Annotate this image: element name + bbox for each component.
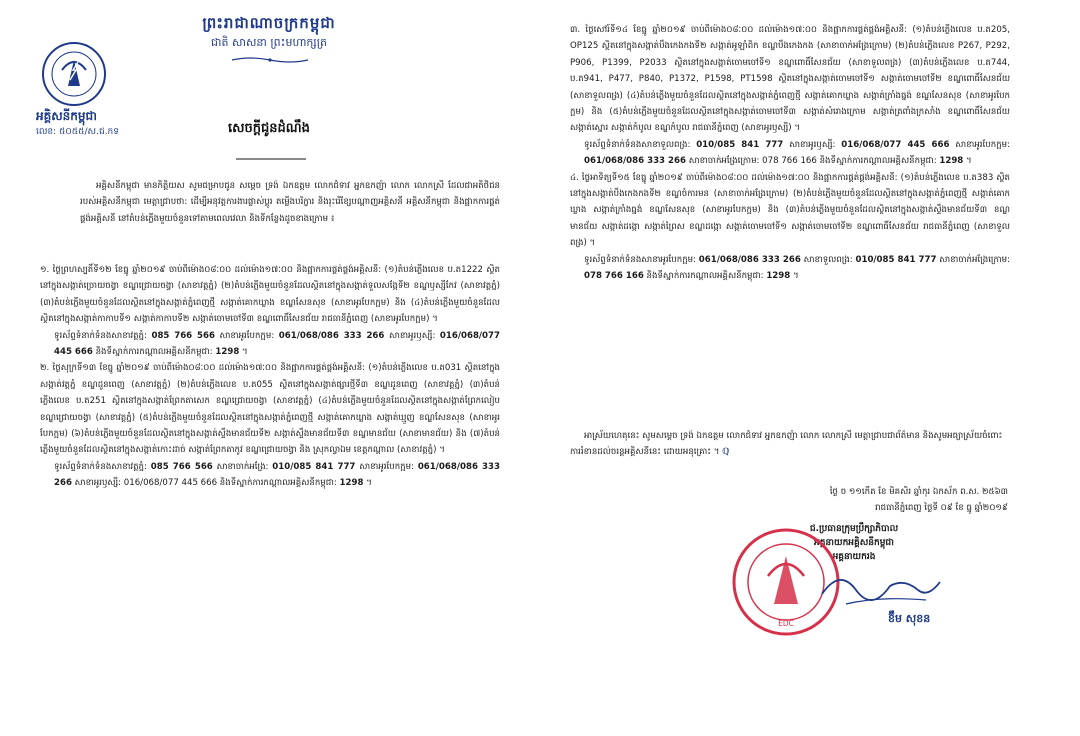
edc-logo-icon bbox=[40, 40, 108, 110]
kingdom-heading: ព្រះរាជាណាចក្រកម្ពុជា bbox=[202, 14, 336, 32]
item-number: ២. bbox=[40, 363, 50, 374]
phone-number: 010/085 841 777 bbox=[855, 254, 937, 265]
contact-label: សាខាអូរបែកក្អម: bbox=[355, 461, 418, 472]
phone-number: 016/068/077 445 666 bbox=[841, 139, 950, 150]
phone-number: 010/085 841 777 bbox=[272, 461, 356, 472]
initial-mark-icon: ℚ bbox=[722, 447, 730, 458]
on-behalf-line: ជ.ប្រធានក្រុមប្រឹក្សាភិបាល bbox=[809, 524, 899, 534]
handwritten-signature-icon bbox=[816, 560, 946, 614]
document-page-right bbox=[548, 0, 1040, 658]
phone-number: 061/068/086 333 266 bbox=[54, 461, 500, 489]
schedule-item bbox=[40, 262, 500, 360]
hotline-number: 1298 bbox=[215, 347, 240, 358]
issue-date: រាជធានីភ្នំពេញ ថ្ងៃទី ០៩ ខែ ធ្នូ ឆ្នាំ២០១៩ bbox=[875, 503, 1008, 513]
intro-text: អគ្គិសនីកម្ពុជា មានកិត្តិយស សូមជម្រាបជូន សម្តេច ទ្រង់ ឯកឧត្តម លោកជំទាវ អ្នកឧកញ៉ា លោក លោកស្រី ដែលជាអតិថិជនរបស់អគ្គិសនីកម្ពុជា មេត្តាជ្រាបថា: ដើម្បីអនុវត្តការងារផ្លាស់ប្តូរ តម្លើងបរិក្ខារ និងរុះរើខ្សែបណ្តាញអគ្គិសនី អគ្គិសនីកម្ពុជា និងផ្អាកការផ្គត់ផ្គង់អគ្គិសនី នៅតំបន់ភ្លើងមួយចំនួនទៅតាមពេលវេលា និងទីកន្លែងដូចខាងក្រោម ៖ bbox=[80, 181, 500, 224]
contact-line bbox=[570, 137, 1010, 170]
phone-number: 061/068/086 333 266 bbox=[698, 254, 801, 265]
end-mark: ។ bbox=[790, 271, 799, 282]
document-page-left bbox=[20, 0, 518, 658]
contact-label: សាខាអូរបែកក្អម: bbox=[949, 139, 1010, 150]
phone-number: 085 766 566 bbox=[151, 330, 215, 341]
schedule-item-text bbox=[40, 262, 500, 328]
phone-number: 016/068/077 445 666 bbox=[54, 330, 500, 358]
organization-name: អគ្គិសនីកម្ពុជា bbox=[36, 109, 97, 123]
hotline-number: 1298 bbox=[939, 156, 964, 167]
item-number: ១. bbox=[40, 265, 50, 275]
end-mark: ។ bbox=[963, 156, 972, 167]
contact-label: សាខាអូរបែកក្អម: bbox=[214, 330, 279, 341]
title-divider-icon bbox=[236, 156, 306, 162]
phone-number: 061/068/086 333 266 bbox=[584, 156, 686, 167]
bottom-whitespace bbox=[0, 658, 1080, 736]
contact-label: និងទីស្នាក់ការកណ្តាលអគ្គិសនីកម្ពុជា: bbox=[643, 271, 767, 282]
schedule-list-left bbox=[40, 262, 500, 492]
contact-label: និងទីស្នាក់ការកណ្តាលអគ្គិសនីកម្ពុជា: bbox=[92, 347, 216, 358]
intro-paragraph bbox=[80, 178, 500, 227]
ornament-divider-icon bbox=[230, 56, 310, 64]
contact-label: សាខាអូរឫស្សី: 016/068/077 445 666 និងទីស្នាក់ការកណ្តាលអគ្គិសនីកម្ពុជា: bbox=[71, 478, 340, 489]
phone-number: 085 766 566 bbox=[150, 461, 213, 472]
item-number: ៣. bbox=[570, 25, 581, 35]
svg-text:EDC: EDC bbox=[778, 619, 794, 628]
reference-number: លេខ: ៥០៥៥/ស.ជ.កទ bbox=[36, 127, 119, 137]
contact-line bbox=[570, 252, 1010, 285]
contact-label: ទូរស័ព្ទទំនាក់ទំនងសាខាទួលពង្រ: bbox=[584, 139, 697, 150]
end-mark: ។ bbox=[363, 478, 372, 489]
contact-label: ទូរស័ព្ទទំនាក់ទំនងសាខាវត្តភ្នំ: bbox=[54, 330, 152, 341]
schedule-item-text bbox=[570, 170, 1010, 252]
closing-text: អាស្រ័យហេតុនេះ សូមសម្តេច ទ្រង់ ឯកឧត្តម លោកជំទាវ អ្នកឧកញ៉ា លោក លោកស្រី មេត្តាជ្រាបជាព័ត៌មាន និងសូមអធ្យាស្រ័យចំពោះការរំខានដល់ចរន្តអគ្គិសនីនេះ ដោយអនុគ្រោះ ។ bbox=[570, 431, 1003, 458]
position-line: អគ្គនាយកអគ្គិសនីកម្ពុជា bbox=[814, 538, 894, 548]
item-details: ថ្ងៃសុក្រទី១៣ ខែធ្នូ ឆ្នាំ២០១៩ ចាប់ពីម៉ោង០៨ៈ០០ ដល់ម៉ោង១៧ៈ០០ និងផ្អាកការផ្គត់ផ្គង់អគ្គិសនី: (១)តំបន់ភ្លើងលេខ ប.ត031 ស្ថិតនៅក្នុងសង្កាត់វត្តភ្នំ ខណ្ឌដូនពេញ (សាខាវត្តភ្នំ) (២)តំបន់ភ្លើងលេខ ប.ត055 ស្ថិតនៅក្នុងសង្កាត់ផ្សារថ្មីទី៣ ខណ្ឌដូនពេញ (សាខាវត្តភ្នំ) (៣)តំបន់ភ្លើងលេខ ប.ត251 ស្ថិតនៅក្នុងសង្កាត់ព្រែកតាសេក ខណ្ឌជ្រោយចង្វា (សាខាវត្តភ្នំ) (៤)តំបន់ភ្លើងមួយចំនួនដែលស្ថិតនៅក្នុងសង្កាត់ព្រែកលៀប ខណ្ឌជ្រោយចង្វា (សាខាវត្តភ្នំ) (៥)តំបន់ភ្លើងមួយចំនួនដែលស្ថិតនៅក្នុងសង្កាត់ភ្នំពេញថ្មី សង្កាត់គោកឃ្លាង សង្កាត់ឃ្មួញ ខណ្ឌសែនសុខ (សាខាអូរបែកក្អម) (៦)តំបន់ភ្លើងមួយចំនួនដែលស្ថិតនៅក្នុងសង្កាត់ស្ទឹងមានជ័យទី២ សង្កាត់ស្ទឹងមានជ័យទី៣ ខណ្ឌមានជ័យ (សាខាមានជ័យ) និង (៧)តំបន់ភ្លើងមួយចំនួនដែលស្ថិតនៅក្នុងសង្កាត់កោះដាច់ សង្កាត់ព្រែកតាកូវ ខណ្ឌជ្រោយចង្វា និង ស្រុកល្វាឯម ខេត្តកណ្តាល (សាខាវត្តភ្នំ) ។ bbox=[40, 363, 500, 456]
closing-paragraph bbox=[570, 428, 1010, 461]
contact-label: ទូរស័ព្ទទំនាក់ទំនងសាខាអូរបែកក្អម: bbox=[584, 254, 699, 265]
hotline-number: 1298 bbox=[339, 478, 364, 489]
schedule-item bbox=[40, 360, 500, 491]
notice-title: សេចក្តីជូនដំណឹង bbox=[228, 121, 310, 136]
lunar-date: ថ្ងៃ ច ១១កើត ខែ មិគសិរ ឆ្នាំកុរ ឯកស័ក ព.ស. ២៥៦៣ bbox=[829, 487, 1008, 497]
signer-name: ខ៊ឹម សុខន bbox=[888, 612, 931, 625]
contact-label: ទូរស័ព្ទទំនាក់ទំនងសាខាវត្តភ្នំ: bbox=[54, 461, 151, 472]
contact-label: សាខាអូរឫស្សី: bbox=[384, 330, 440, 341]
phone-number: 010/085 841 777 bbox=[696, 139, 784, 150]
contact-label: សាខាចាក់អង្រែក្រោម: 078 766 166 និងទីស្នាក់ការកណ្តាលអគ្គិសនីកម្ពុជា: bbox=[685, 156, 940, 167]
phone-number: 078 766 166 bbox=[584, 271, 644, 282]
contact-label: សាខាទួលពង្រ: bbox=[800, 254, 856, 265]
schedule-item-text bbox=[570, 22, 1010, 137]
schedule-item-text bbox=[40, 360, 500, 458]
schedule-list-right bbox=[570, 22, 1010, 285]
end-mark: ។ bbox=[239, 347, 248, 358]
item-details: ថ្ងៃព្រហស្បតិ៍ទី១២ ខែធ្នូ ឆ្នាំ២០១៩ ចាប់ពីម៉ោង០៨ៈ០០ ដល់ម៉ោង១៧ៈ០០ និងផ្អាកការផ្គត់ផ្គង់អគ្គិសនី: (១)តំបន់ភ្លើងលេខ ប.ត1222 ស្ថិតនៅក្នុងសង្កាត់ច្រោយចង្វា ខណ្ឌជ្រោយចង្វា (សាខាវត្តភ្នំ) (២)តំបន់ភ្លើងមួយចំនួនដែលស្ថិតនៅក្នុងសង្កាត់ទួលសង្កែទី២ ខណ្ឌឫស្សីកែវ (សាខាវត្តភ្នំ) (៣)តំបន់ភ្លើងមួយចំនួនដែលស្ថិតនៅក្នុងសង្កាត់ភ្នំពេញថ្មី សង្កាត់គោកឃ្លាង ខណ្ឌសែនសុខ (សាខាអូរបែកក្អម) និង (៤)តំបន់ភ្លើងមួយចំនួនដែលស្ថិតនៅក្នុងសង្កាត់កាកាបទី១ សង្កាត់កាកាបទី២ សង្កាត់ចោមចៅទី៣ ខណ្ឌពោធិ៍សែនជ័យ រាជធានីភ្នំពេញ (សាខាអូរបែកក្អម) ។ bbox=[40, 265, 500, 325]
item-number: ៤. bbox=[570, 172, 579, 183]
item-details: ថ្ងៃសៅរ៍ទី១៤ ខែធ្នូ ឆ្នាំ២០១៩ ចាប់ពីម៉ោង០៨ៈ០០ ដល់ម៉ោង១៧ៈ០០ និងផ្អាកការផ្គត់ផ្គង់អគ្គិសនី: (១)តំបន់ភ្លើងលេខ ប.ត205, OP125 ស្ថិតនៅក្នុងសង្កាត់បឹងកេងកងទី២ សង្កាត់អូឡាំពិក ខណ្ឌបឹងកេងកង (សាខាចាក់អង្រែក្រោម) (២)តំបន់ភ្លើងលេខ P267, P292, P906, P1399, P2033 ស្ថិតនៅក្នុងសង្កាត់ចោមចៅទី១ ខណ្ឌពោធិ៍សែនជ័យ (សាខាទួលពង្រ) (៣)តំបន់ភ្លើងលេខ ប.ត744, ប.ត941, P477, P840, P1372, P1598, PT1598 ស្ថិតនៅក្នុងសង្កាត់ចោមចៅទី១ សង្កាត់ចោមចៅទី២ ខណ្ឌពោធិ៍សែនជ័យ (សាខាទួលពង្រ) (៤)តំបន់ភ្លើងមួយចំនួនដែលស្ថិតនៅក្នុងសង្កាត់ភ្នំពេញថ្មី សង្កាត់គោកឃ្លាង សង្កាត់ក្រាំងធ្នង់ ខណ្ឌសែនសុខ (សាខាអូរបែកក្អម) និង (៥)តំបន់ភ្លើងមួយចំនួនដែលស្ថិតនៅក្នុងសង្កាត់ចោមចៅទី៣ សង្កាត់សំរោងក្រោម សង្កាត់ត្រពាំងក្រសាំង ខណ្ឌពោធិ៍សែនជ័យ សង្កាត់ស្នោរ សង្កាត់កំបូល ខណ្ឌកំបូល រាជធានីភ្នំពេញ (សាខាអូរឫស្សី) ។ bbox=[570, 25, 1010, 134]
schedule-item bbox=[570, 22, 1010, 170]
date-block bbox=[688, 484, 1008, 516]
hotline-number: 1298 bbox=[766, 271, 791, 282]
contact-line bbox=[40, 459, 500, 492]
phone-number: 061/068/086 333 266 bbox=[278, 330, 385, 341]
contact-label: សាខាចាក់អង្រែក្រោម: bbox=[936, 254, 1010, 265]
contact-label: សាខាចាក់អង្រែ: bbox=[212, 461, 273, 472]
item-details: ថ្ងៃអាទិត្យទី១៥ ខែធ្នូ ឆ្នាំ២០១៩ ចាប់ពីម៉ោង០៨ៈ០០ ដល់ម៉ោង១៧ៈ០០ និងផ្អាកការផ្គត់ផ្គង់អគ្គិសនី: (១)តំបន់ភ្លើងលេខ ប.ត383 ស្ថិតនៅក្នុងសង្កាត់បឹងកេងកងទី២ ខណ្ឌចំការមន (សាខាចាក់អង្រែក្រោម) (២)តំបន់ភ្លើងមួយចំនួនដែលស្ថិតនៅក្នុងសង្កាត់ភ្នំពេញថ្មី សង្កាត់គោកឃ្លាង សង្កាត់ក្រាំងធ្នង់ ខណ្ឌសែនសុខ (សាខាអូរបែកក្អម) និង (៣)តំបន់ភ្លើងមួយចំនួនដែលស្ថិតនៅក្នុងសង្កាត់ស្ទឹងមានជ័យទី៣ ខណ្ឌមានជ័យ សង្កាត់ដង្កោ សង្កាត់ព្រៃស ខណ្ឌដង្កោ សង្កាត់ចោមចៅទី១ សង្កាត់ចោមចៅទី២ ខណ្ឌពោធិ៍សែនជ័យ រាជធានីភ្នំពេញ (សាខាទួលពង្រ) ។ bbox=[570, 172, 1010, 249]
national-motto: ជាតិ សាសនា ព្រះមហាក្សត្រ bbox=[211, 36, 327, 49]
position-line-2: អគ្គនាយករង bbox=[832, 552, 876, 562]
contact-label: សាខាអូរឫស្សី: bbox=[783, 139, 842, 150]
schedule-item bbox=[570, 170, 1010, 285]
contact-line bbox=[40, 328, 500, 361]
